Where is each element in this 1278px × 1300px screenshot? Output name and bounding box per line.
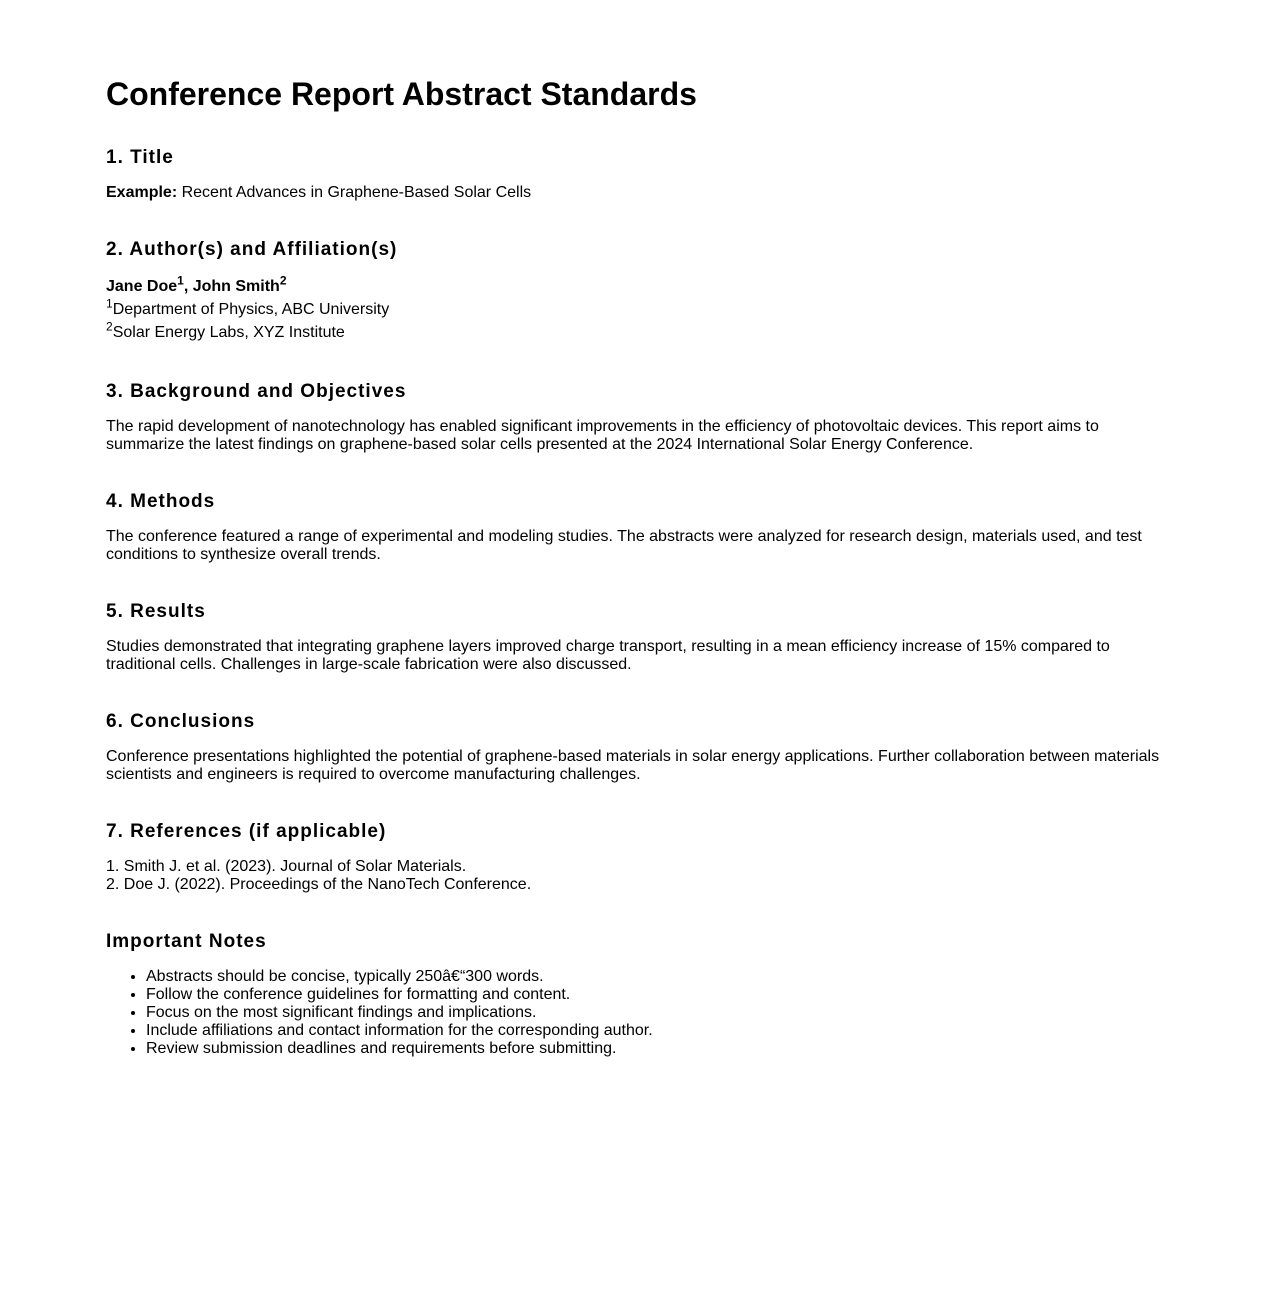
example-text: Recent Advances in Graphene-Based Solar Cells: [181, 184, 532, 201]
affiliation-sup: 1: [106, 296, 113, 311]
note-item: • Focus on the most significant findings and implications.: [146, 1004, 1172, 1022]
section-body: The conference featured a range of experimental and modeling studies. The abstracts were analyzed for research design, materials used, and test conditions to synthesize overall trends.: [106, 528, 1142, 563]
reference-item: 1. Smith J. et al. (2023). Journal of Solar Materials.: [106, 858, 467, 875]
title-example: [106, 184, 1172, 202]
notes-heading: Important Notes: [106, 931, 267, 952]
notes-list: [106, 968, 1172, 1058]
affiliation-text: Department of Physics, ABC University: [112, 301, 390, 318]
affiliation-sup: 2: [106, 319, 113, 334]
section-heading: 5. Results: [106, 601, 206, 622]
author-name: John Smith: [192, 278, 280, 295]
section-heading: 2. Author(s) and Affiliation(s): [106, 239, 398, 260]
author-separator: ,: [183, 278, 193, 295]
section-body: Conference presentations highlighted the potential of graphene-based materials in solar energy applications. Further collaboration between materials scientists and engineers is required to overcome manufacturing challenges.: [106, 748, 1160, 783]
section-heading: 6. Conclusions: [106, 711, 256, 732]
section-references: [106, 820, 1172, 894]
section-body: Studies demonstrated that integrating graphene layers improved charge transport, resulting in a mean efficiency increase of 15% compared to traditional cells. Challenges in large-scale fabrication were also discussed.: [106, 638, 1110, 673]
section-heading: 1. Title: [106, 147, 174, 168]
reference-list: [106, 858, 1172, 894]
author-name: Jane Doe: [106, 278, 178, 295]
section-authors: [106, 238, 1172, 344]
section-title: [106, 146, 1172, 202]
note-item: • Follow the conference guidelines for formatting and content.: [146, 986, 1172, 1004]
author-sup: 1: [177, 273, 184, 288]
section-conclusions: [106, 710, 1172, 784]
note-item: • Include affiliations and contact information for the corresponding author.: [146, 1022, 1172, 1040]
section-heading: 7. References (if applicable): [106, 821, 387, 842]
author-sup: 2: [279, 273, 287, 288]
affiliation-text: Solar Energy Labs, XYZ Institute: [112, 324, 345, 341]
author-names: [106, 273, 1172, 298]
note-item: • Abstracts should be concise, typically 250â€“300 words.: [146, 968, 1172, 986]
section-background: [106, 380, 1172, 454]
author-block: [106, 273, 1172, 344]
section-body: The rapid development of nanotechnology has enabled significant improvements in the efficiency of photovoltaic devices. This report aims to summarize the latest findings on graphene-based solar cells presented at the 2024 International Solar Energy Conference.: [106, 418, 1099, 453]
note-item: • Review submission deadlines and requirements before submitting.: [146, 1040, 1172, 1058]
reference-item: 2. Doe J. (2022). Proceedings of the NanoTech Conference.: [106, 876, 532, 893]
example-label: Example:: [106, 184, 178, 201]
section-results: [106, 600, 1172, 674]
section-heading: 3. Background and Objectives: [106, 381, 407, 402]
section-heading: 4. Methods: [106, 491, 216, 512]
affiliation: [106, 298, 1172, 321]
section-methods: [106, 490, 1172, 564]
page-title: Conference Report Abstract Standards: [106, 76, 697, 112]
affiliation: [106, 321, 1172, 344]
section-notes: [106, 930, 1172, 1058]
